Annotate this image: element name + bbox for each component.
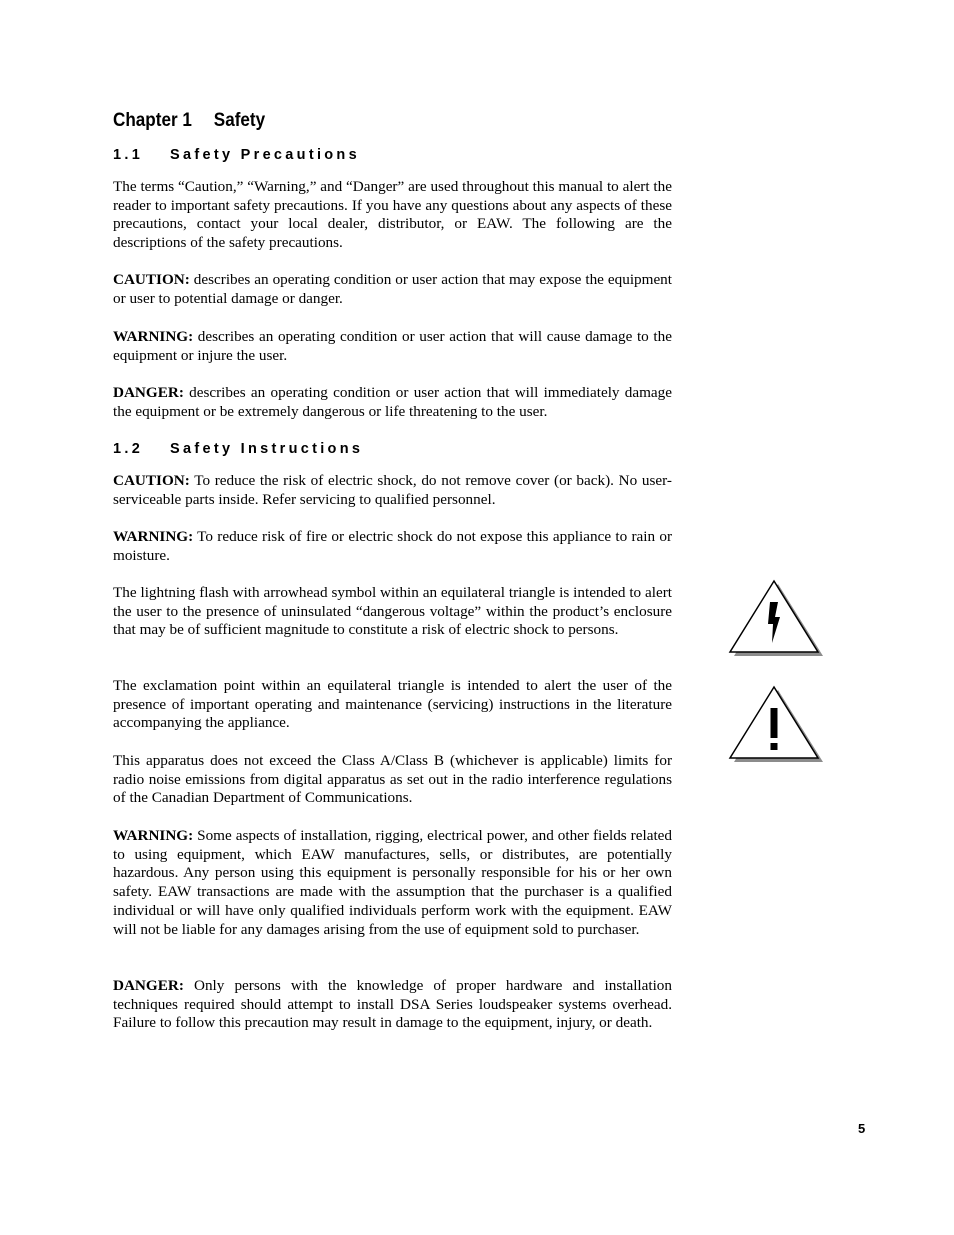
chapter-heading <box>113 110 265 132</box>
danger-installation-paragraph <box>113 977 672 1033</box>
section-number: 1.2 <box>113 441 144 457</box>
section-heading-safety-instructions <box>113 441 363 457</box>
caution-label: CAUTION: <box>113 472 190 489</box>
chapter-title: Safety <box>213 110 266 131</box>
paragraph-text: The lightning flash with arrowhead symbol within an equilateral triangle is intended to alert the user to the presence of uninsulated “dangerous voltage” within the product’s enclosure that may be of sufficient magnitude to constitute a risk of electric shock to persons. <box>113 584 672 639</box>
section-title: Safety Precautions <box>170 147 360 163</box>
section-heading-safety-precautions <box>113 147 360 163</box>
warning-label: WARNING: <box>113 827 194 844</box>
paragraph-text: The exclamation point within an equilateral triangle is intended to alert the user of the presence of important operating and maintenance (servicing) instructions in the literature accompanying the appliance. <box>113 677 672 732</box>
warning-definition-paragraph <box>113 328 672 365</box>
exclamation-triangle-icon <box>726 684 826 764</box>
paragraph-text: describes an operating condition or user action that will immediately damage the equipment or be extremely dangerous or life threatening to the user. <box>113 384 672 420</box>
danger-label: DANGER: <box>113 977 184 994</box>
caution-label: CAUTION: <box>113 271 190 288</box>
paragraph-text: describes an operating condition or user action that will cause damage to the equipment or injure the user. <box>113 328 672 364</box>
warning-label: WARNING: <box>113 328 194 345</box>
section-title: Safety Instructions <box>170 441 364 457</box>
lightning-symbol-paragraph <box>113 584 672 640</box>
warning-rain-paragraph <box>113 528 672 565</box>
danger-label: DANGER: <box>113 384 184 401</box>
danger-definition-paragraph <box>113 384 672 421</box>
paragraph-text: Some aspects of installation, rigging, electrical power, and other fields related to using equipment, which EAW manufactures, sells, or distributes, are potentially hazardous. Any person using this equipment is personally responsible for his or her own safety. EAW transactions are made with the assumption that the purchaser is a qualified individual or will have only qualified individuals perform work with the equipment. EAW will not be liable for any damages arising from the use of equipment sold to purchaser. <box>113 827 672 938</box>
paragraph-text: Only persons with the knowledge of proper hardware and installation techniques required should attempt to install DSA Series loudspeaker systems overhead. Failure to follow this precaution may result in damage to the equipment, injury, or death. <box>113 977 672 1032</box>
paragraph-text: The terms “Caution,” “Warning,” and “Danger” are used throughout this manual to alert the reader to important safety precautions. If you have any questions about any aspects of these precautions, contact your local dealer, distributor, or EAW. The following are the descriptions of the safety precautions. <box>113 178 672 252</box>
paragraph-text: This apparatus does not exceed the Class A/Class B (whichever is applicable) limits for radio noise emissions from digital apparatus as set out in the radio interference regulations of the Canadian Department of Communications. <box>113 752 672 807</box>
chapter-number: Chapter 1 <box>113 110 192 131</box>
warning-installation-paragraph <box>113 827 672 939</box>
page-number: 5 <box>858 1121 866 1136</box>
class-ab-paragraph <box>113 752 672 808</box>
caution-definition-paragraph <box>113 271 672 308</box>
lightning-triangle-icon <box>726 578 826 658</box>
warning-label: WARNING: <box>113 528 194 545</box>
caution-cover-paragraph <box>113 472 672 509</box>
exclamation-symbol-paragraph <box>113 677 672 733</box>
paragraph-text: To reduce risk of fire or electric shock do not expose this appliance to rain or moisture. <box>113 528 672 564</box>
intro-paragraph <box>113 178 672 253</box>
section-number: 1.1 <box>113 147 144 163</box>
paragraph-text: describes an operating condition or user action that may expose the equipment or user to potential damage or danger. <box>113 271 672 307</box>
paragraph-text: To reduce the risk of electric shock, do not remove cover (or back). No user-serviceable parts inside. Refer servicing to qualified personnel. <box>113 472 672 508</box>
